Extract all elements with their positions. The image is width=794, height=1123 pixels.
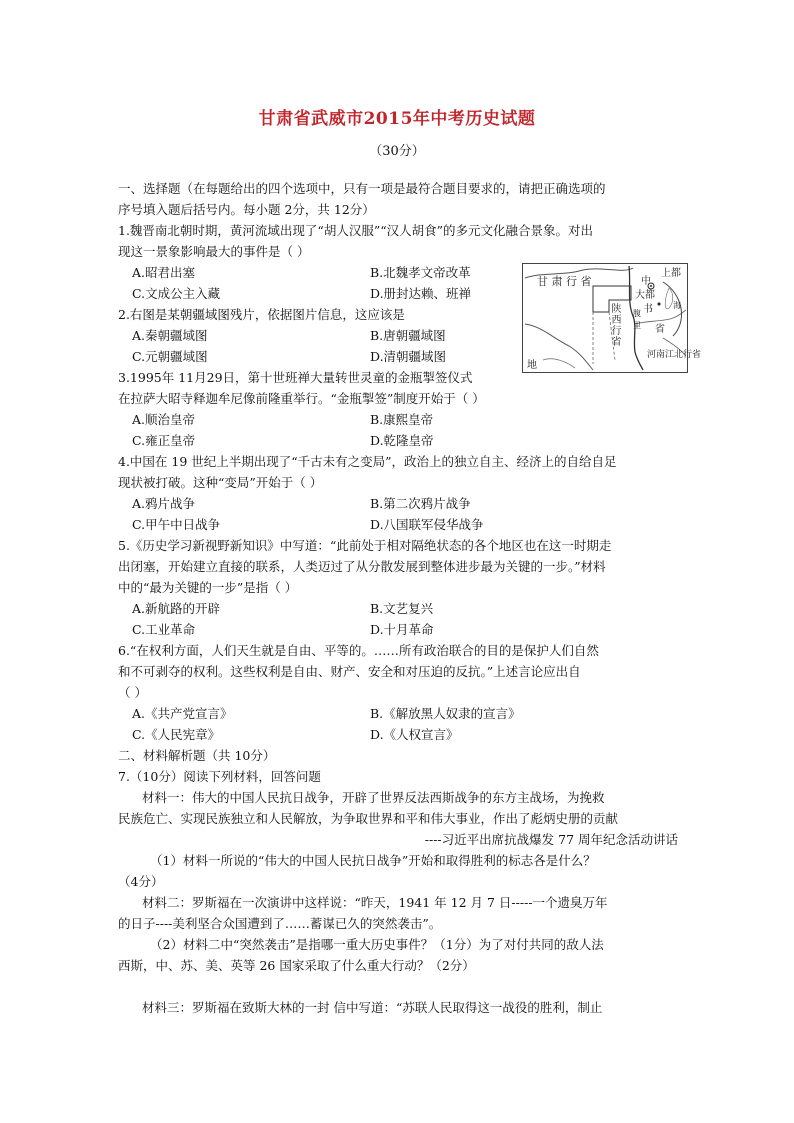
q7-material1-source: ----习近平出席抗战爆发 77 周年纪念活动讲话 [424, 832, 678, 847]
q7-material2: 材料二：罗斯福在一次演讲中这样说：“昨天，1941 年 12 月 7 日-----一个遗臭万年 [142, 895, 608, 910]
q3-option-c: C.雍正皇帝 [132, 433, 196, 448]
q1-stem: 1.魏晋南北朝时期，黄河流域出现了“胡人汉服”“汉人胡食”的多元文化融合景象。对出 [118, 223, 593, 238]
q4-stem-cont: 现状被打破。这种“变局”开始于（ ） [118, 475, 323, 490]
section1-heading: 一、选择题（在每题给出的四个选项中，只有一项是最符合题目要求的，请把正确选项的 [118, 181, 606, 196]
q1-option-d: D.册封达赖、班禅 [370, 286, 472, 301]
section1-heading-cont: 序号填入题后括号内。每小题 2分，共 12分） [118, 202, 375, 217]
map-label-shaanxi: 陕西行省 [611, 304, 622, 348]
q6-options-row1 [118, 703, 678, 724]
q3-options-row1 [118, 409, 678, 430]
q7-material1: 材料一：伟大的中国人民抗日战争，开辟了世界反法西斯战争的东方主战场，为挽救 [142, 790, 605, 805]
q1-option-a: A.昭君出塞 [132, 265, 196, 280]
map-label-fu: 腹 [633, 309, 641, 318]
map-label-li: 里 [633, 321, 641, 330]
map-label-di: 地 [527, 360, 537, 371]
q4-option-d: D.八国联军侵华战争 [370, 517, 484, 532]
q5-stem: 5.《历史学习新视野新知识》中写道：“此前处于相对隔绝状态的各个地区也在这一时期走 [118, 538, 612, 553]
q3-option-b: B.康熙皇帝 [370, 412, 434, 427]
q6-options-row2 [118, 724, 678, 745]
q5-option-a: A.新航路的开辟 [132, 601, 221, 616]
q2-option-a: A.秦朝疆域图 [132, 328, 208, 343]
q5-option-d: D.十月革命 [370, 622, 434, 637]
map-label-shangdu: 上都 [661, 268, 681, 279]
q1-option-b: B.北魏孝文帝改革 [370, 265, 471, 280]
section2-heading: 二、材料解析题（共 10分） [118, 748, 276, 763]
q5-stem-cont: 出闭塞，开始建立直接的联系，人类迈过了从分散发展到整体进步最为关键的一步。”材料 [118, 559, 606, 574]
q2-option-d: D.清朝疆域图 [370, 349, 447, 364]
q4-option-c: C.甲午中日战争 [132, 517, 221, 532]
q3-stem-cont: 在拉萨大昭寺释迦牟尼像前隆重举行。“金瓶掣签”制度开始于（ ） [118, 391, 485, 406]
q4-stem: 4.中国在 19 世纪上半期出现了“千古未有之变局”，政治上的独立自主、经济上的自给自足 [118, 454, 617, 469]
q3-option-a: A.顺治皇帝 [132, 412, 196, 427]
q7-intro: 7.（10分）阅读下列材料，回答问题 [118, 769, 321, 784]
map-label-hai: 海 [673, 301, 681, 310]
q7-material3: 材料三：罗斯福在致斯大林的一封 信中写道：“苏联人民取得这一战役的胜利，制止 [142, 1000, 603, 1015]
q4-option-b: B.第二次鸦片战争 [370, 496, 471, 511]
q6-stem: 6.“在权利方面，人们天生就是自由、平等的。……所有政治联合的目的是保护人们自然 [118, 643, 599, 658]
q6-option-c: C.《人民宪章》 [132, 727, 221, 742]
q6-stem-cont: 和不可剥夺的权利。这些权利是自由、财产、安全和对压迫的反抗。”上述言论应出自 [118, 664, 581, 679]
q7-question1-score: （4分） [118, 874, 164, 889]
map-label-sheng: 省 [655, 324, 665, 335]
map-label-shu: 书 [643, 304, 653, 315]
territory-map-fragment [522, 263, 702, 373]
map-label-gansu: 甘 肃 行 省 [537, 275, 592, 288]
q6-option-a: A.《共产党宣言》 [132, 706, 233, 721]
q1-option-c: C.文成公主入藏 [132, 286, 221, 301]
map-label-dadu: 大都 [635, 290, 655, 301]
q4-options-row1 [118, 493, 678, 514]
q2-option-b: B.唐朝疆域图 [370, 328, 446, 343]
spacer [118, 976, 678, 997]
q6-option-b: B.《解放黑人奴隶的宣言》 [370, 706, 521, 721]
q4-options-row2 [118, 514, 678, 535]
q6-option-d: D.《人权宣言》 [370, 727, 459, 742]
map-label-zhong: 中 [641, 276, 651, 287]
map-label-henan: 河南江北行省 [647, 350, 702, 360]
q7-material2-cont: 的日子----美利坚合众国遭到了……蓄谋已久的突然袭击”。 [118, 916, 442, 931]
q3-options-row2 [118, 430, 678, 451]
q5-option-b: B.文艺复兴 [370, 601, 434, 616]
q7-question2-cont: 西斯，中、苏、美、英等 26 国家采取了什么重大行动？（2分） [118, 958, 475, 973]
q5-options-row2 [118, 619, 678, 640]
q2-option-c: C.元朝疆域图 [132, 349, 208, 364]
q6-stem-cont2: （ ） [118, 685, 147, 700]
q3-option-d: D.乾隆皇帝 [370, 433, 434, 448]
q5-option-c: C.工业革命 [132, 622, 196, 637]
q3-stem: 3.1995年 11月29日，第十世班禅大量转世灵童的金瓶掣签仪式 [118, 370, 473, 385]
q5-options-row1 [118, 598, 678, 619]
exam-score: （30分） [369, 144, 425, 159]
q7-material1-cont: 民族危亡、实现民族独立和人民解放，为争取世界和平和伟大事业，作出了彪炳史册的贡献 [118, 811, 619, 826]
q2-stem: 2.右图是某朝疆域图残片，依据图片信息，这应该是 [118, 307, 405, 322]
exam-title: 甘肃省武威市2015年中考历史试题 [258, 109, 536, 129]
q5-stem-cont2: 中的“最为关键的一步”是指（ ） [118, 580, 298, 595]
q1-stem-cont: 现这一景象影响最大的事件是（ ） [118, 244, 310, 259]
q7-question2: （2）材料二中“突然袭击”是指哪一重大历史事件？（1分）为了对付共同的敌人法 [150, 937, 604, 952]
q7-question1: （1）材料一所说的“伟大的中国人民抗日战争”开始和取得胜利的标志各是什么？ [150, 853, 596, 868]
q4-option-a: A.鸦片战争 [132, 496, 196, 511]
